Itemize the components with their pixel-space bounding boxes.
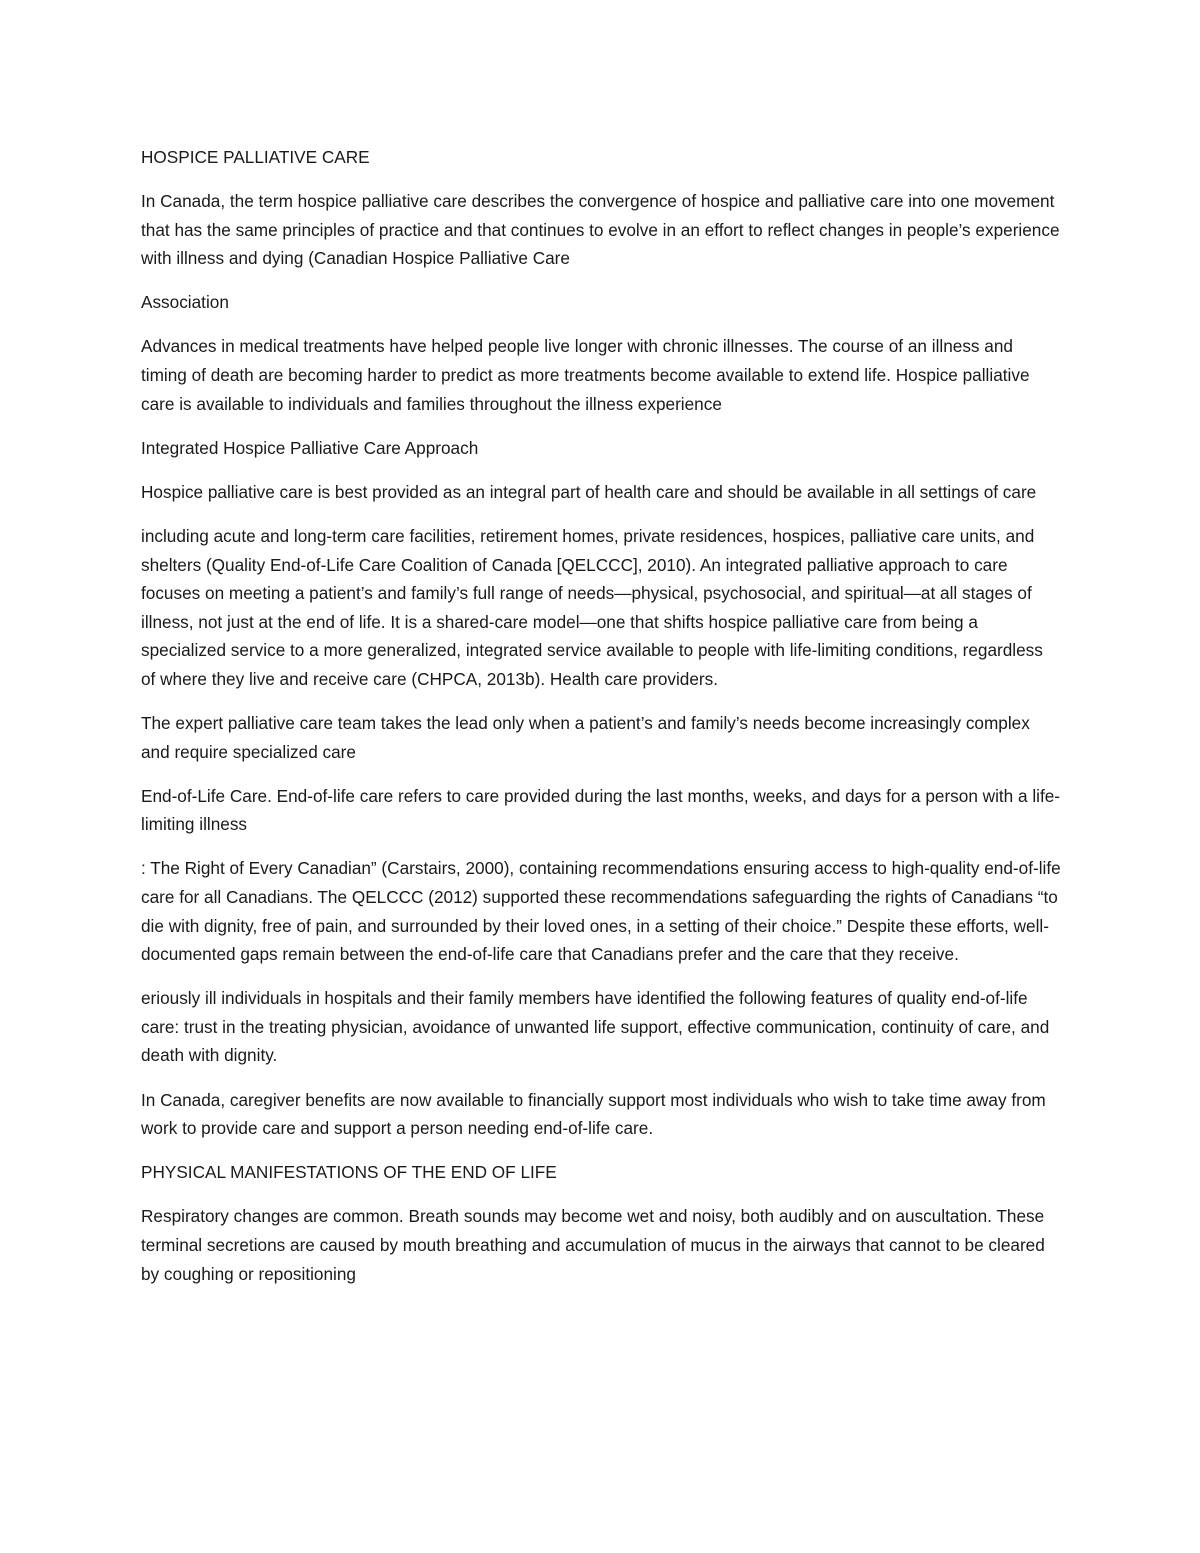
- document-body: [141, 143, 1061, 1304]
- paragraph-caregiver-benefits: In Canada, caregiver benefits are now available to financially support most individuals who wish to take time away from work to provide care and support a person needing end-of-life care.: [141, 1089, 1046, 1139]
- paragraph-integral-part: Hospice palliative care is best provided as an integral part of health care and should be available in all settings of care: [141, 481, 1037, 502]
- section-heading-physical-manifestations: PHYSICAL MANIFESTATIONS OF THE END OF LIFE: [141, 1162, 557, 1183]
- paragraph-settings-of-care: including acute and long-term care facilities, retirement homes, private residences, hospices, palliative care units, and shelters (Quality End-of-Life Care Coalition of Canada [QELCCC], 2010). An integrated palliative approach to care focuses on meeting a patient’s and family’s full range of needs—physical, psychosocial, and spiritual—at all stages of illness, not just at the end of life. It is a shared-care model—one that shifts hospice palliative care from being a specialized service to a more generalized, integrated service available to people with life-limiting conditions, regardless of where they live and receive care (CHPCA, 2013b). Health care providers.: [141, 525, 1043, 689]
- paragraph-right-of-every-canadian: : The Right of Every Canadian” (Carstairs, 2000), containing recommendations ensuring access to high-quality end-of-life care for all Canadians. The QELCCC (2012) supported these recommendations safeguarding the rights of Canadians “to die with dignity, free of pain, and surrounded by their loved ones, in a setting of their choice.” Despite these efforts, well-documented gaps remain between the end-of-life care that Canadians prefer and the care that they receive.: [141, 858, 1061, 965]
- paragraph-end-of-life-care: End-of-Life Care. End-of-life care refers to care provided during the last months, weeks, and days for a person with a life-limiting illness: [141, 785, 1061, 835]
- section-heading-integrated-approach: Integrated Hospice Palliative Care Approach: [141, 437, 479, 458]
- paragraph-association: Association: [141, 292, 229, 313]
- paragraph-advances: Advances in medical treatments have helped people live longer with chronic illnesses. The course of an illness and timing of death are becoming harder to predict as more treatments become available to extend life. Hospice palliative care is available to individuals and families throughout the illness experience: [141, 336, 1030, 414]
- section-heading-hospice-palliative-care: HOSPICE PALLIATIVE CARE: [141, 147, 370, 167]
- paragraph-quality-features: eriously ill individuals in hospitals and their family members have identified the following features of quality end-of-life care: trust in the treating physician, avoidance of unwanted life support, effective communication, continuity of care, and death with dignity.: [141, 988, 1050, 1066]
- paragraph-respiratory-changes: Respiratory changes are common. Breath sounds may become wet and noisy, both audibly and on auscultation. These terminal secretions are caused by mouth breathing and accumulation of mucus in the airways that cannot to be cleared by coughing or repositioning: [141, 1206, 1045, 1284]
- paragraph-definition: In Canada, the term hospice palliative care describes the convergence of hospice and palliative care into one movement that has the same principles of practice and that continues to evolve in an effort to reflect changes in people’s experience with illness and dying (Canadian Hospice Palliative Care: [141, 191, 1060, 269]
- paragraph-expert-team: The expert palliative care team takes the lead only when a patient’s and family’s needs become increasingly complex and require specialized care: [141, 713, 1030, 762]
